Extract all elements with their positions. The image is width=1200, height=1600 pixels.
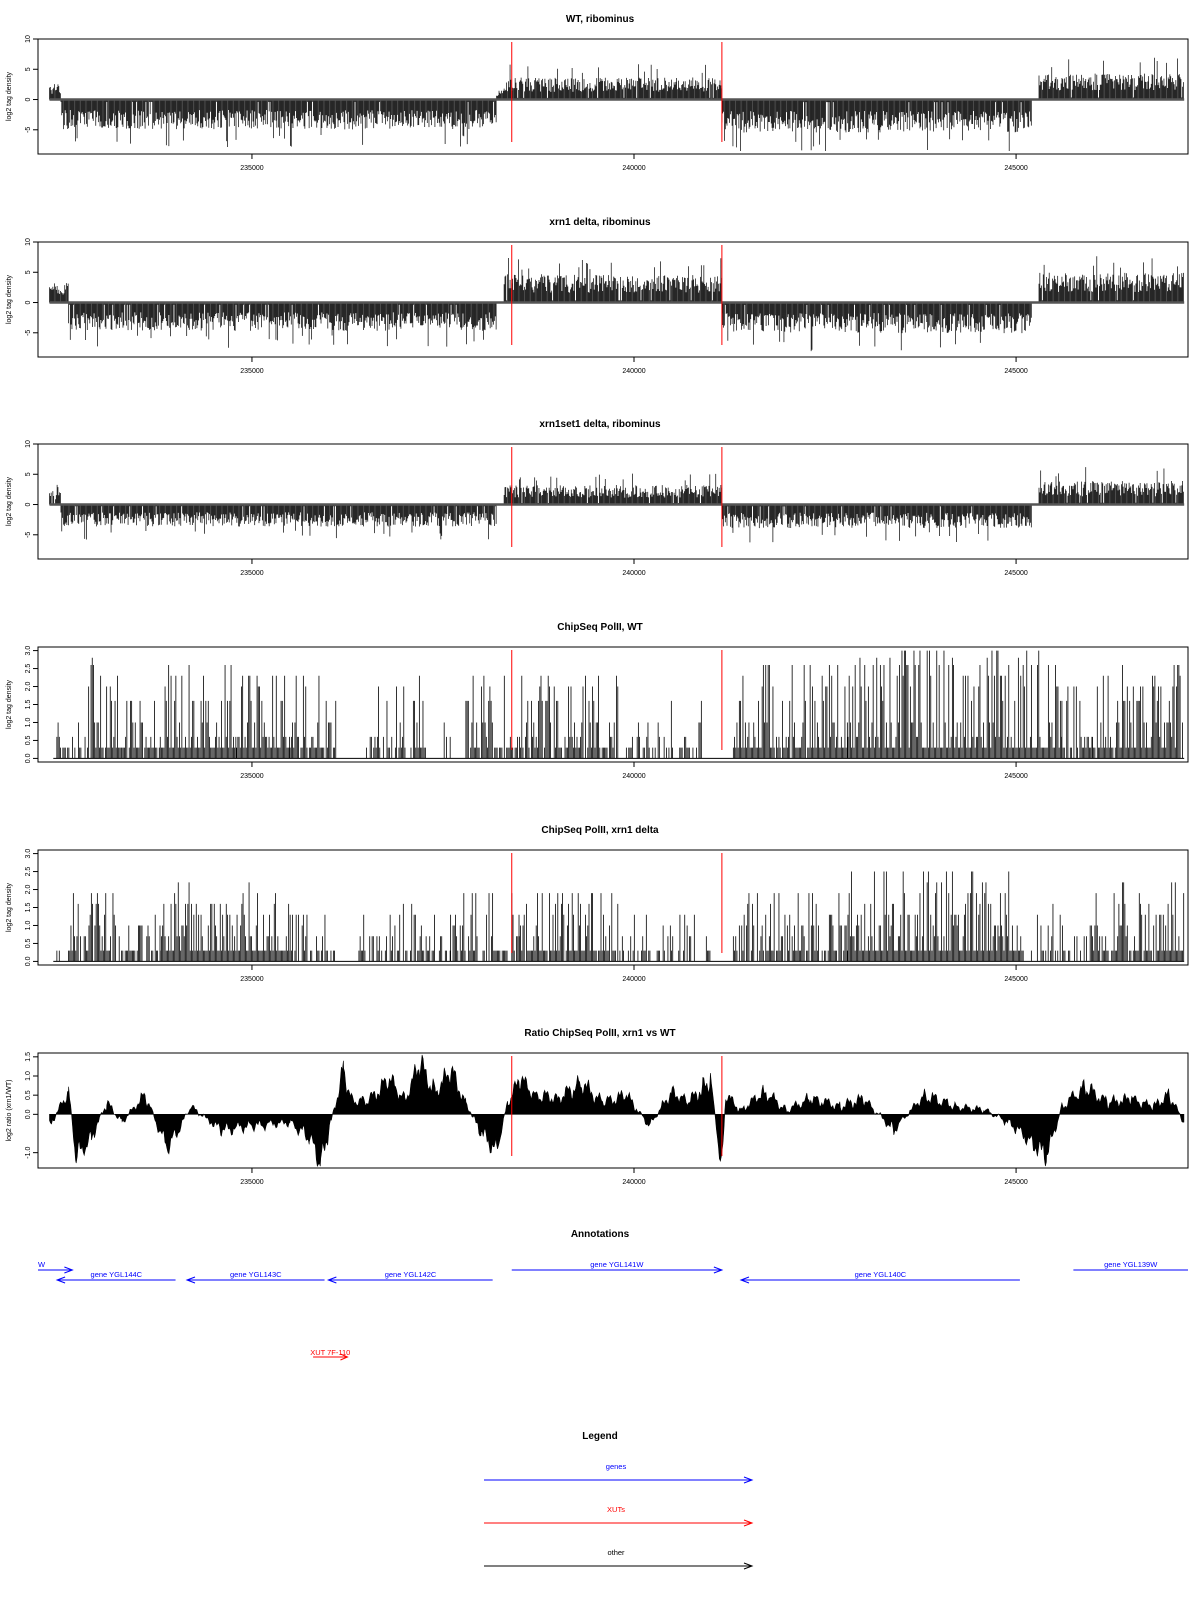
y-tick-label: 2.0 (25, 681, 32, 692)
annotations-title: Annotations (570, 1229, 630, 1240)
y-axis-label: log2 tag density (6, 274, 13, 325)
chart-panel-3 (6, 419, 1188, 577)
x-tick-label: 235000 (240, 165, 264, 172)
gene-arrow (328, 1270, 492, 1283)
y-tick-label: 5 (25, 472, 32, 477)
signal-bars (49, 58, 1183, 151)
signal-bars (57, 651, 1183, 759)
y-tick-label: 5 (25, 67, 32, 72)
x-tick-label: 240000 (622, 165, 646, 172)
x-tick-label: 235000 (240, 570, 264, 577)
x-tick-label: 240000 (622, 368, 646, 375)
y-tick-label: 0.5 (25, 735, 32, 746)
gene-label: gene YGL143C (229, 1270, 282, 1279)
chart-panel-4 (6, 622, 1188, 780)
y-tick-label: 0 (25, 502, 32, 507)
gene-arrow (57, 1270, 175, 1283)
chart-title: xrn1set1 delta, ribominus (539, 419, 661, 430)
y-axis-label: log2 tag density (6, 71, 13, 122)
y-tick-label: 10 (25, 238, 32, 246)
y-tick-label: 10 (25, 440, 32, 448)
chart-title: Ratio ChipSeq PolII, xrn1 vs WT (524, 1028, 676, 1039)
y-tick-label: 1.0 (25, 717, 32, 728)
x-tick-label: 245000 (1004, 773, 1028, 780)
x-tick-label: 245000 (1004, 976, 1028, 983)
y-tick-label: 2.5 (25, 866, 32, 877)
gene-arrow (512, 1260, 722, 1273)
y-tick-label: 10 (25, 35, 32, 43)
y-tick-label: 3.0 (25, 645, 32, 656)
y-tick-label: 0.0 (25, 956, 32, 967)
y-tick-label: 2.5 (25, 663, 32, 674)
chart-panel-2 (6, 217, 1188, 375)
chart-title: ChipSeq PolII, WT (557, 622, 643, 633)
y-tick-label: 1.0 (25, 920, 32, 931)
xut-label: XUT 7F-110 (310, 1348, 351, 1357)
chart-panel-5 (6, 825, 1188, 983)
y-tick-label: -5 (25, 531, 32, 538)
legend-title: Legend (582, 1431, 618, 1442)
x-tick-label: 245000 (1004, 165, 1028, 172)
gene-label: gene YGL142C (384, 1270, 437, 1279)
gene-label: gene YGL141W (590, 1260, 644, 1269)
y-tick-label: 2.0 (25, 884, 32, 895)
gene-arrow (38, 1260, 72, 1273)
legend-item-xuts (484, 1505, 752, 1526)
legend-label: XUTs (607, 1505, 625, 1514)
gene-label: W (38, 1260, 46, 1269)
y-tick-label: -5 (25, 329, 32, 336)
y-tick-label: 0 (25, 300, 32, 305)
x-tick-label: 235000 (240, 773, 264, 780)
x-tick-label: 245000 (1004, 1179, 1028, 1186)
y-axis-label: log2 tag density (6, 679, 13, 730)
y-tick-label: 5 (25, 270, 32, 275)
legend (484, 1431, 752, 1569)
y-tick-label: 1.5 (25, 1051, 32, 1062)
gene-label: gene YGL140C (854, 1270, 907, 1279)
x-tick-label: 235000 (240, 976, 264, 983)
chart-panel-6 (6, 1028, 1188, 1186)
xut-arrow (310, 1348, 350, 1360)
legend-label: genes (605, 1462, 627, 1471)
legend-label: other (607, 1548, 625, 1557)
chart-panel-1 (6, 14, 1188, 172)
y-tick-label: -5 (25, 126, 32, 133)
legend-item-other (484, 1548, 752, 1569)
x-tick-label: 245000 (1004, 368, 1028, 375)
y-tick-label: -1.0 (25, 1146, 32, 1159)
gene-arrow (187, 1270, 325, 1283)
y-axis-label: log2 ratio (xrn1/WT) (6, 1079, 13, 1142)
gene-label: gene YGL139W (1104, 1260, 1158, 1269)
chart-title: WT, ribominus (565, 14, 635, 25)
y-axis-label: log2 tag density (6, 476, 13, 527)
legend-item-genes (484, 1462, 752, 1483)
signal-bars (57, 872, 1184, 962)
chart-title: xrn1 delta, ribominus (549, 217, 651, 228)
gene-arrow (1073, 1260, 1188, 1270)
ratio-area (50, 1055, 1184, 1166)
annotations-panel (38, 1229, 1188, 1360)
x-tick-label: 245000 (1004, 570, 1028, 577)
x-tick-label: 235000 (240, 1179, 264, 1186)
y-tick-label: 1.5 (25, 699, 32, 710)
y-tick-label: 1.5 (25, 902, 32, 913)
y-tick-label: 0.5 (25, 1090, 32, 1101)
y-tick-label: 0.0 (25, 753, 32, 764)
y-axis-label: log2 tag density (6, 882, 13, 933)
chart-title: ChipSeq PolII, xrn1 delta (541, 825, 659, 836)
gene-arrow (741, 1270, 1020, 1283)
y-tick-label: 0.0 (25, 1109, 32, 1120)
gene-label: gene YGL144C (90, 1270, 143, 1279)
x-tick-label: 240000 (622, 773, 646, 780)
y-tick-label: 3.0 (25, 848, 32, 859)
y-tick-label: 0.5 (25, 938, 32, 949)
x-tick-label: 240000 (622, 1179, 646, 1186)
x-tick-label: 240000 (622, 976, 646, 983)
x-tick-label: 235000 (240, 368, 264, 375)
y-tick-label: 0 (25, 97, 32, 102)
plot-frame (38, 647, 1188, 762)
x-tick-label: 240000 (622, 570, 646, 577)
y-tick-label: 1.0 (25, 1071, 32, 1081)
